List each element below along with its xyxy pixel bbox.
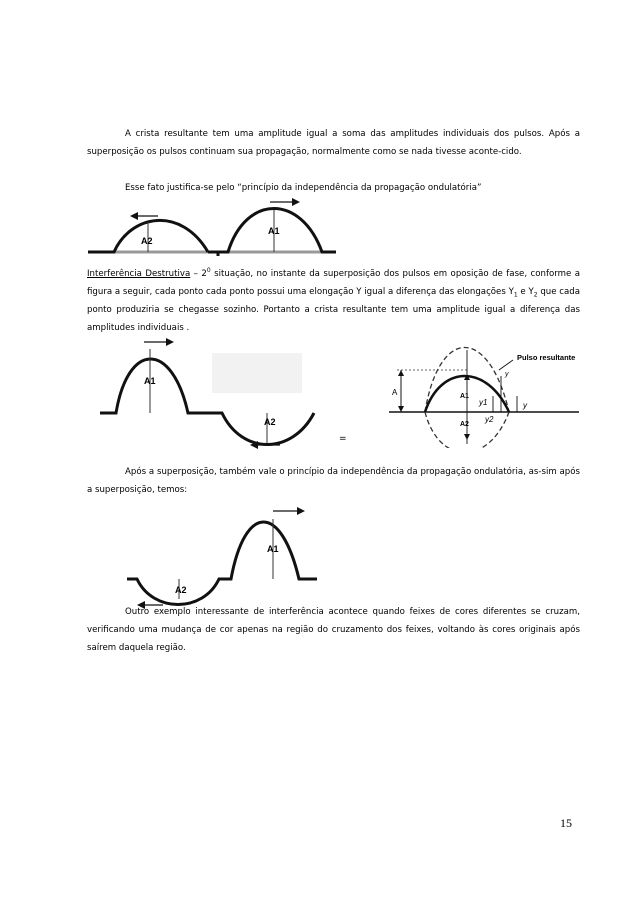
section-title-destructive: Interferência Destrutiva [87,269,191,279]
label-y-top: y [505,371,509,378]
page-number: 15 [560,816,572,830]
figure-opposite-phase-pulses [92,333,324,451]
figure-constructive-pulses [86,196,336,260]
label-y: y [523,401,527,410]
label-A2: A2 [264,417,276,427]
label-A2: A2 [141,236,153,246]
label-A1: A1 [267,544,279,554]
label-A1: A1 [144,376,156,386]
figure-after-superposition [123,507,321,613]
equals-sign: = [339,434,347,444]
paragraph-color-beams: Outro exemplo interessante de interferência acontece quando feixes de cores diferentes se cruzam, verificando uma mudança de cor apenas na região do cruzamento dos feixes, voltando às cores originais após saírem daquela região. [87,607,580,653]
paragraph-destructive-interference: Interferência Destrutiva – $2^0$ situação, no instante da superposição dos pulsos em oposição de fase, conforme a figura a seguir, cada ponto cada ponto possui uma elongação Y igual a diferença das elongações $Y_1$ e $Y_2$ que cada ponto produziria se chegasse sozinho. Portanto a crista resultante tem uma amplitude igual a diferença das amplitudes individuais . [87,267,581,333]
label-y1: y1 [479,398,488,407]
label-A1: A1 [460,393,469,400]
paragraph-independence-principle: Esse fato justifica-se pelo “princípio da independência da propagação ondulatória” [125,183,482,193]
label-A: A [392,388,398,397]
paragraph-after-superposition: Após a superposição, também vale o princípio da independência da propagação ondulatória, as-sim após a superposição, temos: [87,467,580,495]
figure-resultant-pulse [389,340,579,448]
label-y2: y2 [485,415,494,424]
callout-pulso-resultante: Pulso resultante [517,353,576,362]
label-A2: A2 [175,585,187,595]
paragraph-superposition-result: A crista resultante tem uma amplitude igual a soma das amplitudes individuais dos pulsos. Após a superposição os pulsos continuam sua propagação, normalmente como se nada tivesse aconte-cido. [87,129,580,157]
label-A1: A1 [268,226,280,236]
label-A2: A2 [460,421,469,428]
